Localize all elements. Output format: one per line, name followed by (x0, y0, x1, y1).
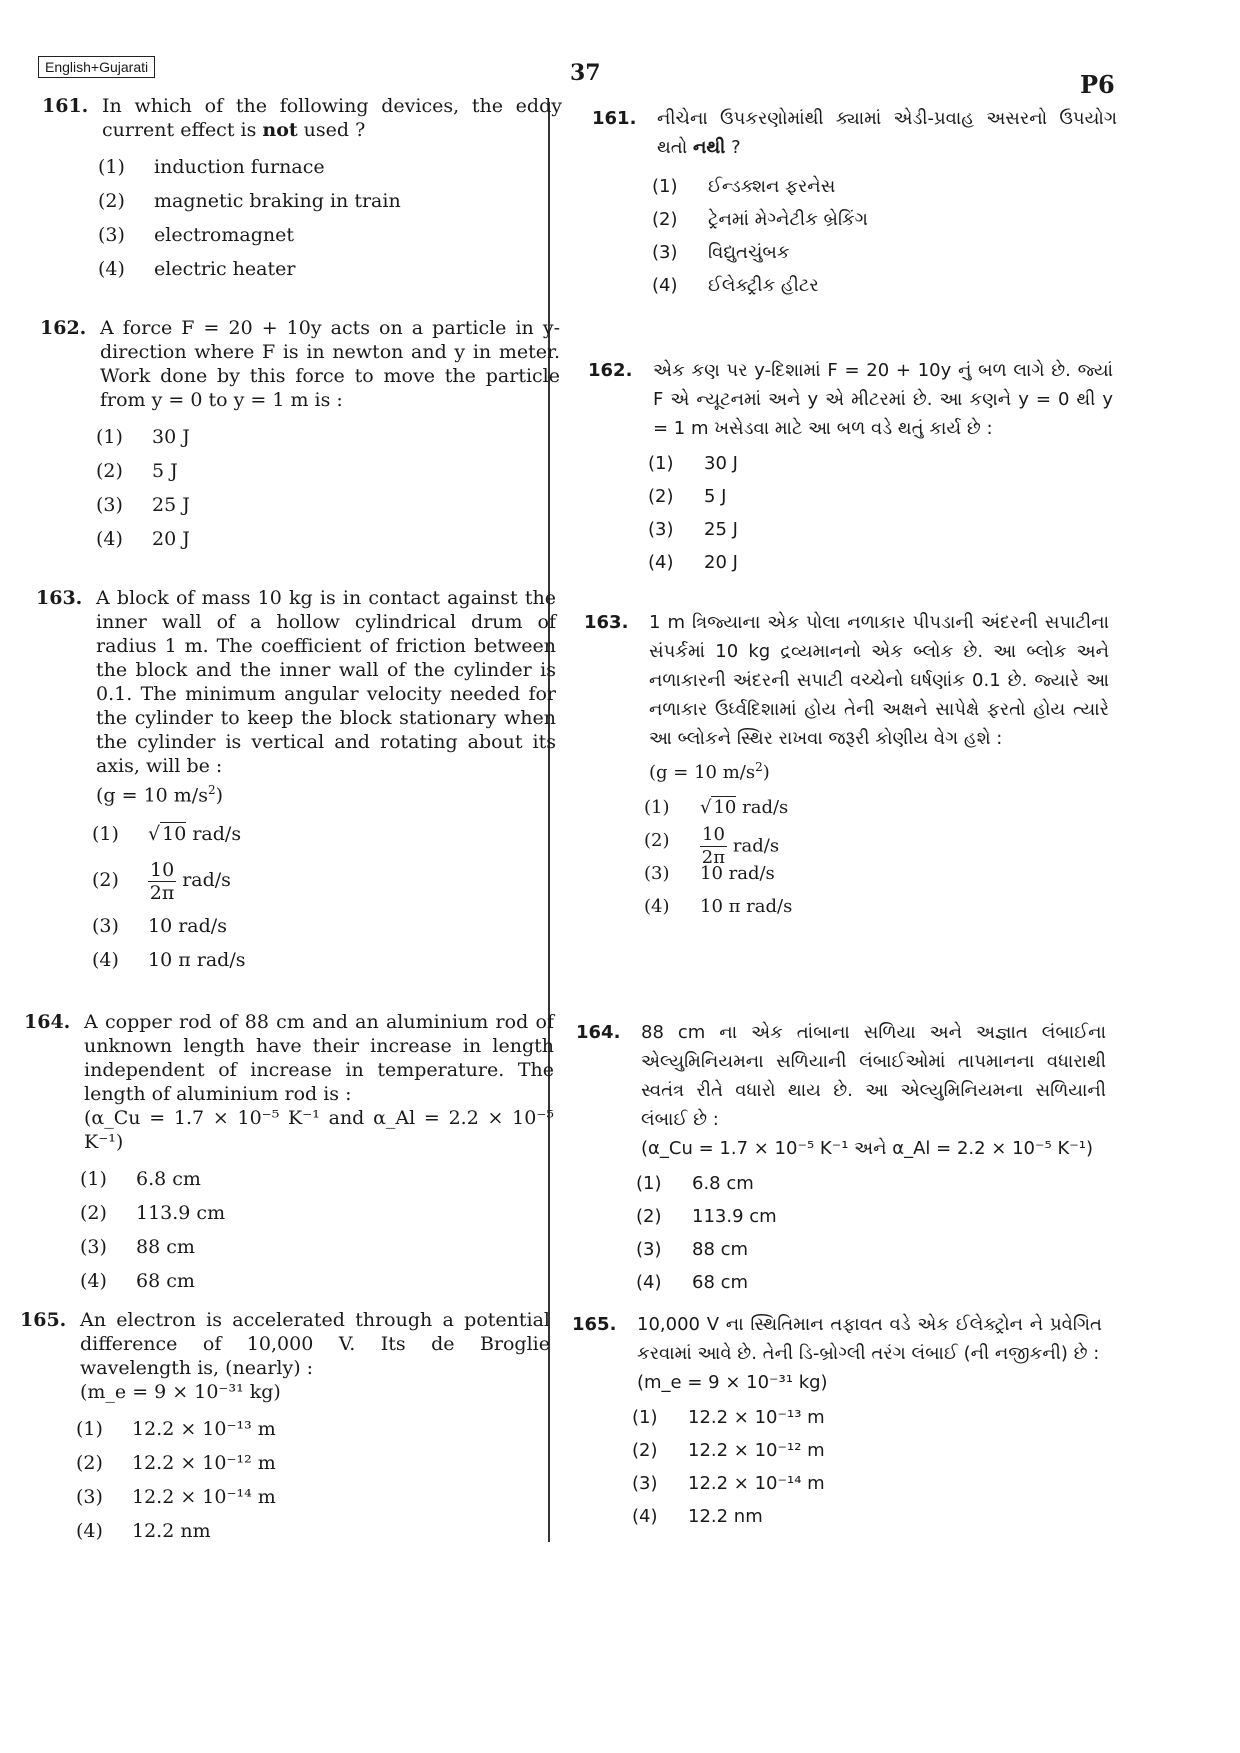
option-3: (3) 12.2 × 10⁻¹⁴ m (632, 1473, 825, 1494)
question-number: 164. (24, 1011, 71, 1033)
question-162-en (40, 316, 560, 556)
option-4: (4) 20 J (648, 552, 738, 573)
question-stem: 88 cm ના એક તાંબાના સળિયા અને અજ્ઞાત લંબાઈના એલ્યુમિનિયમના સળિયાની લંબાઈઓમાં તાપમાનના વધારાથી સ્વતંત્ર રીતે વધારો થાય છે. આ એલ્યુમિનિયમના સળિયાની લંબાઈ છે : (641, 1022, 1106, 1130)
question-stem: A copper rod of 88 cm and an aluminium rod of unknown length have their increase in length independent of increase in temperature. The length of aluminium rod is : (84, 1011, 554, 1105)
question-163-en (36, 586, 556, 977)
option-2: (2) ટ્રેનમાં મેગ્નેટીક બ્રેકિંગ (652, 209, 868, 230)
option-3: (3) 12.2 × 10⁻¹⁴ m (76, 1486, 276, 1508)
question-stem: An electron is accelerated through a potential difference of 10,000 V. Its de Broglie wavelength is, (nearly) : (80, 1309, 550, 1379)
option-4: (4) 20 J (96, 528, 190, 550)
question-stem: In which of the following devices, the eddy current effect is not used ? (102, 95, 562, 141)
option-1: (1) ઈન્ડક્શન ફરનેસ (652, 176, 836, 197)
question-161-en (42, 94, 562, 286)
option-3: (3) 88 cm (80, 1236, 195, 1258)
option-1: (1) √ 10 rad/s (644, 797, 789, 818)
option-2: (2) 5 J (648, 486, 727, 507)
option-1: (1) 12.2 × 10⁻¹³ m (76, 1418, 276, 1440)
option-2: (2) $\frac{10}{2\pi}$ rad/s (92, 858, 231, 904)
option-2: (2) 113.9 cm (80, 1202, 226, 1224)
question-163-gu (584, 608, 1109, 923)
question-number: 161. (42, 95, 89, 117)
option-2: (2) $\frac{10}{2\pi}$ rad/s (644, 824, 780, 868)
option-3: (3) 25 J (96, 494, 190, 516)
question-165-gu (572, 1310, 1102, 1533)
question-number: 163. (36, 587, 83, 609)
option-4: (4) 10 π rad/s (644, 896, 793, 917)
option-1: (1) √ 10 rad/s (92, 823, 242, 846)
option-1: (1) 30 J (96, 426, 190, 448)
option-2: (2) magnetic braking in train (98, 190, 401, 212)
option-4: (4) 12.2 nm (632, 1506, 763, 1527)
option-1: (1) 30 J (648, 453, 738, 474)
expansion-coefficients: (α_Cu = 1.7 × 10⁻⁵ K⁻¹ and α_Al = 2.2 × 10⁻⁵ K⁻¹) (84, 1107, 554, 1153)
option-1: (1) 6.8 cm (636, 1173, 754, 1194)
electron-mass-note: (m_e = 9 × 10⁻³¹ kg) (80, 1381, 281, 1403)
question-165-en (20, 1308, 550, 1548)
option-4: (4) 68 cm (636, 1272, 749, 1293)
option-2: (2) 12.2 × 10⁻¹² m (76, 1452, 276, 1474)
option-4: (4) 68 cm (80, 1270, 195, 1292)
question-stem: નીચેના ઉપકરણોમાંથી ક્યામાં એડી-પ્રવાહ અસરનો ઉપયોગ થતો નથી ? (657, 108, 1117, 158)
option-3: (3) 10 rad/s (92, 915, 227, 938)
question-164-gu (576, 1018, 1106, 1299)
option-4: (4) 12.2 nm (76, 1520, 211, 1542)
question-stem: A block of mass 10 kg is in contact against the inner wall of a hollow cylindrical drum of radius 1 m. The coefficient of friction between the block and the inner wall of the cylinder is 0.1. The minimum angular velocity needed for the cylinder to keep the block stationary when the cylinder is vertical and rotating about its axis, will be : (96, 587, 556, 777)
option-1: (1) induction furnace (98, 156, 325, 178)
question-number: 165. (572, 1314, 617, 1335)
question-162-gu (588, 356, 1113, 579)
question-161-gu (592, 104, 1117, 302)
option-2: (2) 12.2 × 10⁻¹² m (632, 1440, 825, 1461)
question-stem: A force F = 20 + 10y acts on a particle in y-direction where F is in newton and y in meter. Work done by this force to move the particle from y = 0 to y = 1 m is : (100, 317, 560, 411)
gravity-note: (g = 10 $m/s^2$) (649, 760, 770, 783)
option-3: (3) 88 cm (636, 1239, 749, 1260)
electron-mass-note: (m_e = 9 × 10⁻³¹ kg) (637, 1372, 828, 1393)
gravity-note: (g = 10 $m/s^2$) (96, 783, 224, 807)
page-number: 37 (570, 60, 601, 86)
question-stem: એક કણ પર y-દિશામાં F = 20 + 10y નું બળ લાગે છે. જ્યાં F એ ન્યૂટનમાં અને y એ મીટરમાં છે. આ કણને y = 0 થી y = 1 m ખસેડવા માટે આ બળ વડે થતું કાર્ય છે : (653, 360, 1114, 439)
option-4: (4) 10 π rad/s (92, 949, 246, 972)
question-number: 162. (588, 360, 633, 381)
question-stem: 10,000 V ના સ્થિતિમાન તફાવત વડે એક ઈલેક્ટ્રોન ને પ્રવેગિત કરવામાં આવે છે. તેની ડિ-બ્રોગ્લી તરંગ લંબાઈ (ની નજીકની) છે : (637, 1314, 1102, 1364)
question-number: 163. (584, 612, 629, 633)
option-3: (3) વિદ્યુતચુંબક (652, 242, 790, 263)
option-3: (3) 10 rad/s (644, 863, 775, 884)
option-1: (1) 12.2 × 10⁻¹³ m (632, 1407, 825, 1428)
option-4: (4) electric heater (98, 258, 296, 280)
option-1: (1) 6.8 cm (80, 1168, 201, 1190)
question-number: 161. (592, 108, 637, 129)
question-number: 164. (576, 1022, 621, 1043)
option-2: (2) 113.9 cm (636, 1206, 777, 1227)
paper-code: P6 (1080, 70, 1115, 99)
question-stem: 1 m ત્રિજ્યાના એક પોલા નળાકાર પીપડાની અંદરની સપાટીના સંપર્કમાં 10 kg દ્રવ્યમાનનો એક બ્લોક છે. આ બ્લોક અને નળાકારની અંદરની સપાટી વચ્ચેનો ઘર્ષણાંક 0.1 છે. જ્યારે આ નળાકાર ઉર્ધ્વદિશામાં હોય તેની અક્ષને સાપેક્ષે ફરતો હોય ત્યારે આ બ્લોકને સ્થિર રાખવા જરૂરી કોણીય વેગ હશે : (649, 612, 1109, 749)
option-3: (3) electromagnet (98, 224, 294, 246)
option-2: (2) 5 J (96, 460, 178, 482)
option-3: (3) 25 J (648, 519, 738, 540)
question-number: 165. (20, 1309, 67, 1331)
language-tag: English+Gujarati (38, 56, 155, 78)
option-4: (4) ઈલેક્ટ્રીક હીટર (652, 275, 819, 296)
expansion-coefficients: (α_Cu = 1.7 × 10⁻⁵ K⁻¹ અને α_Al = 2.2 × 10⁻⁵ K⁻¹) (641, 1138, 1093, 1159)
question-number: 162. (40, 317, 87, 339)
question-164-en (24, 1010, 554, 1298)
